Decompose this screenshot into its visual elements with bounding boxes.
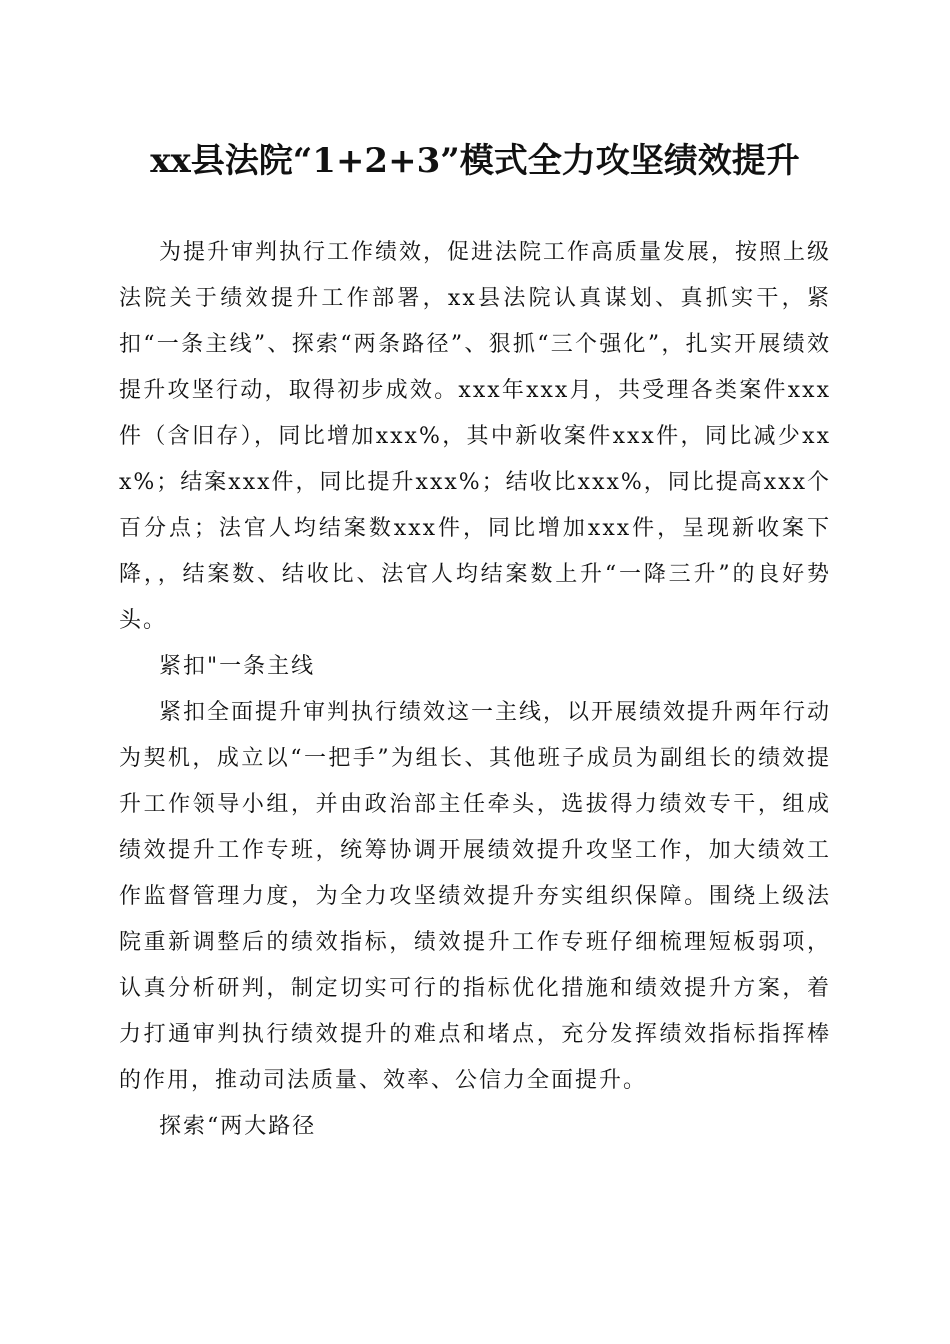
section-heading-two-paths: 探索“两大路径	[159, 1114, 317, 1139]
intro-paragraph: 为提升审判执行工作绩效，促进法院工作高质量发展，按照上级法院关于绩效提升工作部署，xx县法院认真谋划、真抓实干，紧扣“一条主线”、探索“两条路径”、狠抓“三个强化”，扎实开展绩效提升攻坚行动，取得初步成效。xxx年xxx月，共受理各类案件xxx件（含旧存），同比增加xxx%，其中新收案件xxx件，同比减少xxx%；结案xxx件，同比提升xxx%；结收比xxx%，同比提高xxx个百分点；法官人均结案数xxx件，同比增加xxx件，呈现新收案下降，，结案数、结收比、法官人均结案数上升“一降三升”的良好势头。	[119, 240, 832, 633]
section-heading-main-line: 紧扣"一条主线	[159, 654, 316, 679]
main-line-paragraph: 紧扣全面提升审判执行绩效这一主线，以开展绩效提升两年行动为契机，成立以“一把手”为组长、其他班子成员为副组长的绩效提升工作领导小组，并由政治部主任牵头，选拔得力绩效专干，组成绩效提升工作专班，统筹协调开展绩效提升攻坚工作，加大绩效工作监督管理力度，为全力攻坚绩效提升夯实组织保障。围绕上级法院重新调整后的绩效指标，绩效提升工作专班仔细梳理短板弱项，认真分析研判，制定切实可行的指标优化措施和绩效提升方案，着力打通审判执行绩效提升的难点和堵点，充分发挥绩效指标指挥棒的作用，推动司法质量、效率、公信力全面提升。	[119, 700, 832, 1093]
document-body	[119, 230, 831, 1150]
document-title: xx县法院“1+2+3”模式全力攻坚绩效提升	[150, 141, 800, 181]
